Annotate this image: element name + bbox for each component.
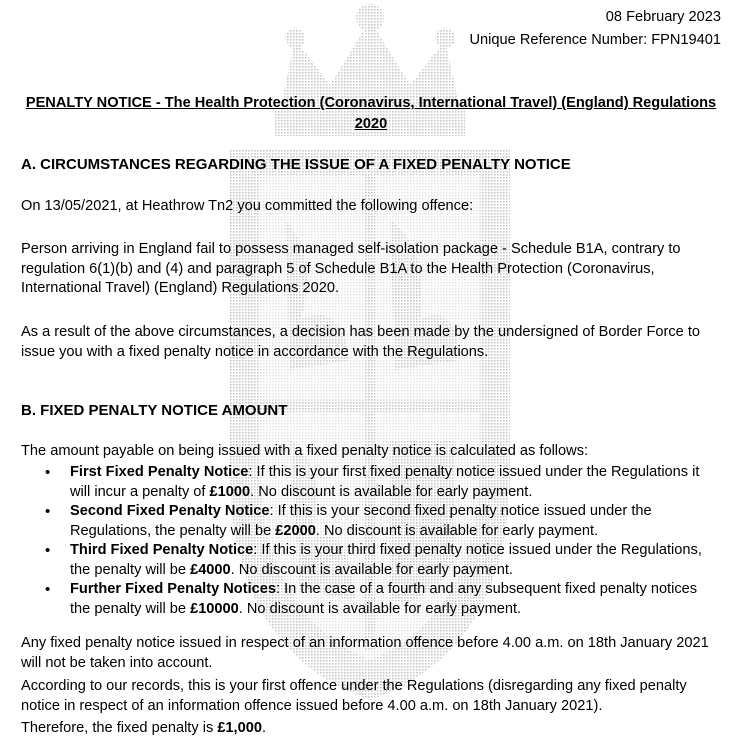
amount-intro: The amount payable on being issued with a fixed penalty notice is calculated as follows: xyxy=(21,443,589,459)
list-item xyxy=(21,502,721,541)
bullet-icon: • xyxy=(45,503,51,520)
penalty-amount: £1000 xyxy=(209,483,251,500)
penalty-tier-label: Third Fixed Penalty Notice xyxy=(70,542,254,558)
penalty-amount: £2000 xyxy=(275,522,316,539)
decision-statement: As a result of the above circumstances, a decision has been made by the undersigned of Border Force to issue you with a fixed penalty notice in accordance with the Regulations. xyxy=(21,324,700,360)
notice-date: 08 February 2023 xyxy=(605,9,721,25)
section-b-heading: B. FIXED PENALTY NOTICE AMOUNT xyxy=(21,402,288,419)
penalty-amount: £4000 xyxy=(190,561,231,578)
penalty-tier-note: . No discount is available for early payment. xyxy=(250,483,533,500)
bullet-icon: • xyxy=(45,464,51,481)
bullet-icon: • xyxy=(45,581,51,598)
conclusion-end: . xyxy=(261,720,267,736)
penalty-tier-text: : If this is your second fixed penalty notice issued under the Regulations, the penalty will be xyxy=(70,503,652,539)
penalty-amount: £10000 xyxy=(190,600,239,617)
conclusion-text: Therefore, the fixed penalty is xyxy=(21,720,218,736)
list-item xyxy=(21,463,721,502)
offence-intro: On 13/05/2021, at Heathrow Tn2 you committed the following offence: xyxy=(21,198,474,214)
fixed-penalty-amount: £1,000 xyxy=(217,720,262,736)
offence-description: Person arriving in England fail to possess managed self-isolation package - Schedule B1A, contrary to regulation 6(1)(b) and (4) and paragraph 5 of Schedule B1A to the Health Protection (Coronavirus, International Travel) (England) Regulations 2020. xyxy=(21,241,681,296)
penalty-tier-text: : If this is your first fixed penalty notice issued under the Regulations it will incur a penalty of xyxy=(70,464,700,500)
notice-title: PENALTY NOTICE - The Health Protection (Coronavirus, International Travel) (England) Regulations 2020 xyxy=(25,95,717,132)
penalty-tier-note: . No discount is available for early payment. xyxy=(238,600,522,617)
penalty-tier-label: First Fixed Penalty Notice xyxy=(70,464,249,480)
penalty-amount-list xyxy=(21,463,721,619)
penalty-tier-text: : In the case of a fourth and any subsequent fixed penalty notices the penalty will be xyxy=(70,581,698,617)
penalty-tier-label: Second Fixed Penalty Notice xyxy=(70,503,270,519)
records-statement: According to our records, this is your first offence under the Regulations (disregarding any fixed penalty notice in respect of an information offence issued before 4.00 a.m. on 18th January 2021). xyxy=(21,678,687,714)
information-offence-note: Any fixed penalty notice issued in respect of an information offence before 4.00 a.m. on 18th January 2021 will not be taken into account. xyxy=(21,635,709,671)
list-item xyxy=(21,580,721,619)
penalty-tier-note: . No discount is available for early payment. xyxy=(230,561,513,578)
section-a-heading: A. CIRCUMSTANCES REGARDING THE ISSUE OF A FIXED PENALTY NOTICE xyxy=(21,156,571,173)
unique-reference-number: Unique Reference Number: FPN19401 xyxy=(469,32,721,48)
list-item xyxy=(21,541,721,580)
penalty-tier-note: . No discount is available for early payment. xyxy=(315,522,599,539)
penalty-tier-text: : If this is your third fixed penalty notice issued under the Regulations, the penalty will be xyxy=(70,542,702,578)
bullet-icon: • xyxy=(45,542,51,559)
fixed-penalty-conclusion xyxy=(21,719,721,739)
penalty-tier-label: Further Fixed Penalty Notices xyxy=(70,581,276,597)
